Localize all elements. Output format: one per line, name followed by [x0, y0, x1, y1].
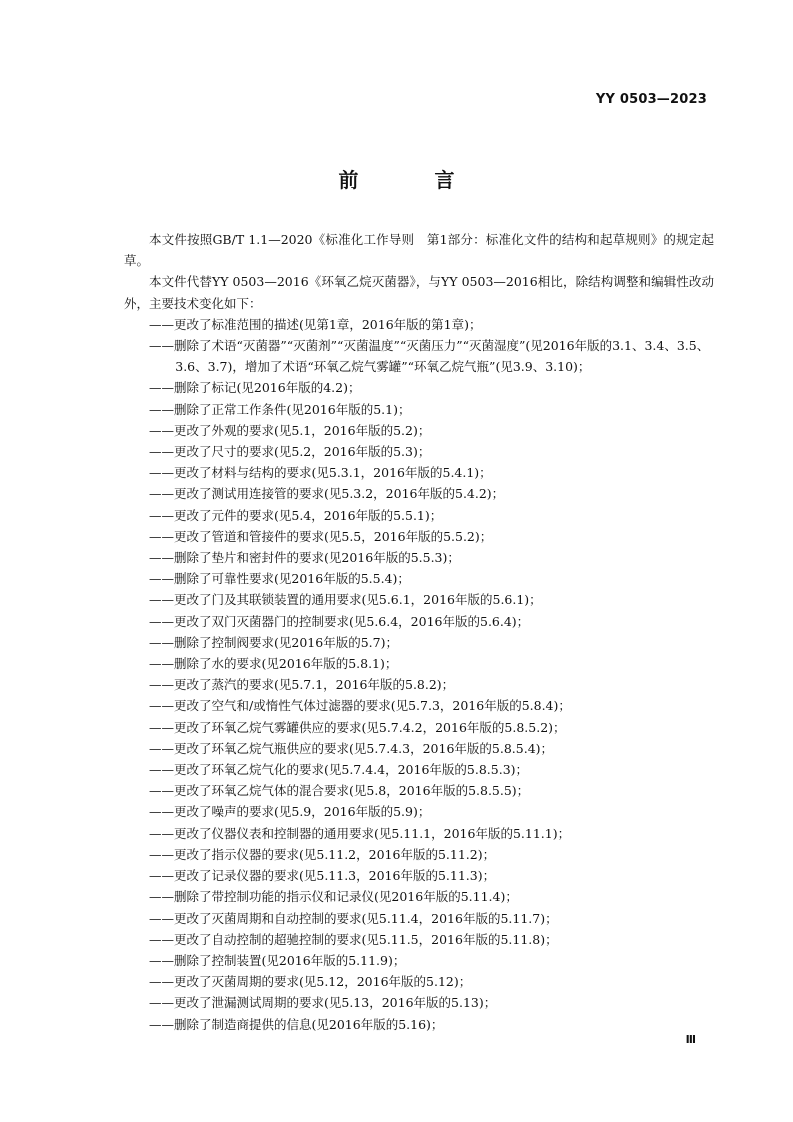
intro-paragraph-replacement: 本文件代替YY 0503—2016《环氧乙烷灭菌器》，与YY 0503—2016相比，除结构调整和编辑性改动外，主要技术变化如下：	[124, 274, 714, 311]
change-item: ——删除了带控制功能的指示仪和记录仪(见2016年版的5.11.4)；	[149, 889, 518, 905]
intro-paragraph-drafting-rules: 本文件按照GB/T 1.1—2020《标准化工作导则 第1部分：标准化文件的结构和起草规则》的规定起草。	[124, 232, 714, 269]
change-item: ——更改了环氧乙烷气化的要求(见5.7.4.4，2016年版的5.8.5.3)；	[149, 762, 529, 778]
change-item: ——删除了可靠性要求(见2016年版的5.5.4)；	[149, 571, 410, 587]
change-item: ——删除了术语“灭菌器”“灭菌剂”“灭菌温度”“灭菌压力”“灭菌湿度”(见2016年版的3.1、3.4、3.5、3.6、3.7)，增加了术语“环氧乙烷气雾罐”“环氧乙烷气瓶”(见3.9、3.10)；	[149, 338, 710, 375]
change-item: ——更改了测试用连接管的要求(见5.3.2，2016年版的5.4.2)；	[149, 486, 505, 502]
change-item: ——更改了元件的要求(见5.4，2016年版的5.5.1)；	[149, 507, 443, 523]
change-item: ——更改了自动控制的超驰控制的要求(见5.11.5，2016年版的5.11.8)；	[149, 931, 558, 947]
change-item: ——更改了外观的要求(见5.1，2016年版的5.2)；	[149, 422, 431, 438]
change-item: ——更改了标准范围的描述(见第1章，2016年版的第1章)；	[149, 316, 482, 332]
change-item: ——删除了控制阀要求(见2016年版的5.7)；	[149, 634, 398, 650]
page-number: Ⅲ	[685, 1033, 696, 1046]
change-item: ——删除了制造商提供的信息(见2016年版的5.16)；	[149, 1016, 444, 1032]
document-body	[124, 229, 714, 1035]
change-item: ——更改了双门灭菌器门的控制要求(见5.6.4，2016年版的5.6.4)；	[149, 613, 530, 629]
change-item: ——更改了蒸汽的要求(见5.7.1，2016年版的5.8.2)；	[149, 677, 455, 693]
change-item: ——更改了环氧乙烷气雾罐供应的要求(见5.7.4.2，2016年版的5.8.5.2)；	[149, 719, 566, 735]
change-item: ——更改了记录仪器的要求(见5.11.3，2016年版的5.11.3)；	[149, 868, 496, 884]
change-item: ——更改了环氧乙烷气体的混合要求(见5.8，2016年版的5.8.5.5)；	[149, 783, 530, 799]
change-item: ——删除了正常工作条件(见2016年版的5.1)；	[149, 401, 411, 417]
change-item: ——更改了管道和管接件的要求(见5.5，2016年版的5.5.2)；	[149, 528, 493, 544]
document-code: YY 0503—2023	[595, 92, 707, 107]
change-item: ——更改了指示仪器的要求(见5.11.2，2016年版的5.11.2)；	[149, 846, 496, 862]
change-item: ——更改了门及其联锁装置的通用要求(见5.6.1，2016年版的5.6.1)；	[149, 592, 542, 608]
change-item: ——更改了灭菌周期和自动控制的要求(见5.11.4，2016年版的5.11.7)；	[149, 910, 558, 926]
change-item: ——更改了灭菌周期的要求(见5.12，2016年版的5.12)；	[149, 974, 472, 990]
technical-changes-list	[124, 314, 714, 1035]
change-item: ——更改了仪器仪表和控制器的通用要求(见5.11.1，2016年版的5.11.1)；	[149, 825, 571, 841]
change-item: ——删除了控制装置(见2016年版的5.11.9)；	[149, 952, 406, 968]
change-item: ——更改了环氧乙烷气瓶供应的要求(见5.7.4.3，2016年版的5.8.5.4)；	[149, 740, 554, 756]
change-item: ——更改了空气和/或惰性气体过滤器的要求(见5.7.3，2016年版的5.8.4)；	[149, 698, 571, 714]
change-item: ——更改了噪声的要求(见5.9，2016年版的5.9)；	[149, 804, 431, 820]
change-item: ——更改了尺寸的要求(见5.2，2016年版的5.3)；	[149, 444, 431, 460]
page-title: 前 言	[338, 168, 483, 192]
change-item: ——删除了水的要求(见2016年版的5.8.1)；	[149, 656, 398, 672]
change-item: ——删除了垫片和密封件的要求(见2016年版的5.5.3)；	[149, 550, 460, 566]
change-item: ——删除了标记(见2016年版的4.2)；	[149, 380, 361, 396]
change-item: ——更改了材料与结构的要求(见5.3.1，2016年版的5.4.1)；	[149, 465, 492, 481]
change-item: ——更改了泄漏测试周期的要求(见5.13，2016年版的5.13)；	[149, 995, 497, 1011]
